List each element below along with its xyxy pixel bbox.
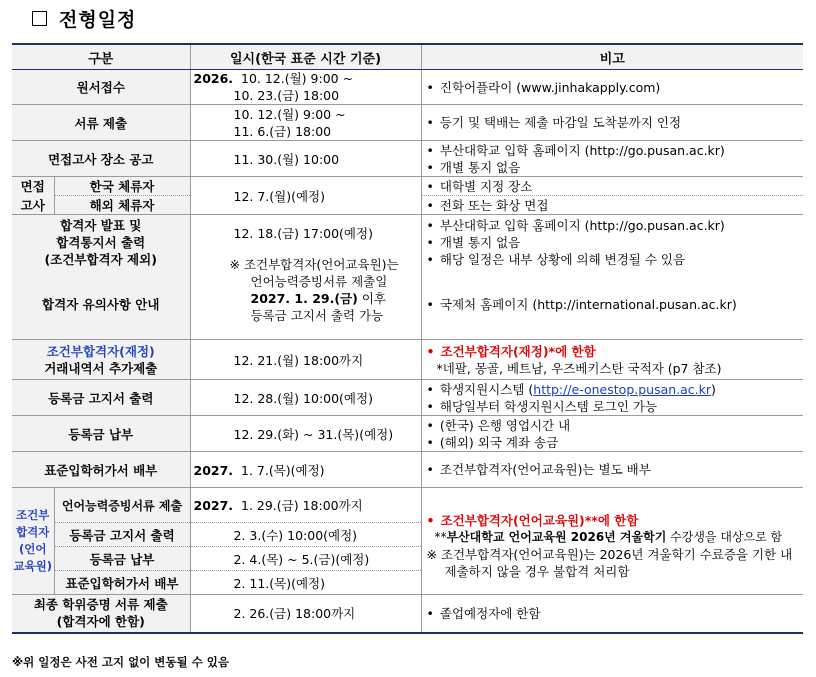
checkbox-icon — [32, 11, 47, 26]
row-note: • 부산대학교 입학 홈페이지 (http://go.pusan.ac.kr) • 개별 통지 없음 • 해당 일정은 내부 상황에 의해 변경될 수 있음 — [421, 215, 803, 270]
header-category: 구분 — [12, 44, 190, 70]
row-label: 표준입학허가서 배부 — [12, 452, 190, 488]
row-date: 11. 30.(월) 10:00 — [190, 141, 421, 177]
table-row — [12, 380, 803, 416]
row-label: 합격자 유의사항 안내 — [12, 270, 190, 340]
row-date: 2. 26.(금) 18:00까지 — [190, 595, 421, 633]
table-row — [12, 595, 803, 633]
row-note: • 진학어플라이 (www.jinhakapply.com) — [421, 70, 803, 105]
student-system-link[interactable]: http://e-onestop.pusan.ac.kr — [533, 381, 712, 397]
section-title-text: 전형일정 — [59, 8, 137, 31]
table-row — [12, 141, 803, 177]
row-date: 2. 4.(목) ~ 5.(금)(예정) — [190, 547, 421, 571]
row-note: • 조건부합격자(언어교육원)는 별도 배부 — [421, 452, 803, 488]
row-note: • 졸업예정자에 한함 — [421, 595, 803, 633]
conditional-group-label: 조건부 합격자 (언어 교육원) — [12, 488, 54, 595]
row-label: 면접고사 장소 공고 — [12, 141, 190, 177]
table-row — [12, 177, 803, 196]
interview-group-label-1: 면접 — [12, 177, 54, 196]
table-row — [12, 416, 803, 452]
row-note: • 등기 및 택배는 제출 마감일 도착분까지 인정 — [421, 105, 803, 141]
interview-group-label-2: 고사 — [12, 196, 54, 215]
row-label: 원서접수 — [12, 70, 190, 105]
table-row — [12, 70, 803, 105]
row-label: 등록금 납부 — [54, 547, 190, 571]
section-title — [32, 4, 136, 32]
row-label: 표준입학허가서 배부 — [54, 571, 190, 595]
row-date: 12. 29.(화) ~ 31.(목)(예정) — [190, 416, 421, 452]
table-row — [12, 488, 803, 523]
row-note: • 학생지원시스템 (http://e-onestop.pusan.ac.kr) • 해당일부터 학생지원시스템 로그인 가능 — [421, 380, 803, 416]
row-label: 서류 제출 — [12, 105, 190, 141]
row-note: • 조건부합격자(언어교육원)**에 한함 **부산대학교 언어교육원 2026년 겨울학기 수강생을 대상으로 함 ※ 조건부합격자(언어교육원)는 2026년 겨울학기 수료증을 기한 내 제출하지 않을 경우 불합격 처리함 — [421, 488, 803, 595]
row-date: 12. 18.(금) 17:00(예정) ※ 조건부합격자(언어교육원)는 언어능력증빙서류 제출일 2027. 1. 29.(금) 이후 등록금 고지서 출력 가능 — [190, 215, 421, 340]
row-date: 2027. 1. 29.(금) 18:00까지 — [190, 488, 421, 523]
table-row — [12, 215, 803, 270]
row-date: 12. 7.(월)(예정) — [190, 177, 421, 215]
row-label: 언어능력증빙서류 제출 — [54, 488, 190, 523]
row-note: • 전화 또는 화상 면접 — [421, 196, 803, 215]
header-remarks: 비고 — [421, 44, 803, 70]
row-date: 2. 3.(수) 10:00(예정) — [190, 523, 421, 547]
interview-domestic-label: 한국 체류자 — [54, 177, 190, 196]
row-date: 2. 11.(목)(예정) — [190, 571, 421, 595]
row-note: • 대학별 지정 장소 — [421, 177, 803, 196]
row-label: 등록금 납부 — [12, 416, 190, 452]
schedule-table — [12, 43, 803, 634]
table-row — [12, 105, 803, 141]
row-note: • 부산대학교 입학 홈페이지 (http://go.pusan.ac.kr) • 개별 통지 없음 — [421, 141, 803, 177]
row-date: 12. 21.(월) 18:00까지 — [190, 340, 421, 380]
row-note: • 조건부합격자(재정)*에 한함 *네팔, 몽골, 베트남, 우즈베키스탄 국적자 (p7 참조) — [421, 340, 803, 380]
row-note: • (한국) 은행 영업시간 내 • (해외) 외국 계좌 송금 — [421, 416, 803, 452]
row-label: 조건부합격자(재정) 거래내역서 추가제출 — [12, 340, 190, 380]
row-date: 2027. 1. 7.(목)(예정) — [190, 452, 421, 488]
table-row — [12, 340, 803, 380]
table-row — [12, 452, 803, 488]
interview-overseas-label: 해외 체류자 — [54, 196, 190, 215]
footnote: ※위 일정은 사전 고지 없이 변동될 수 있음 — [12, 655, 229, 669]
row-date: 12. 28.(월) 10:00(예정) — [190, 380, 421, 416]
row-label: 등록금 고지서 출력 — [54, 523, 190, 547]
row-note: • 국제처 홈페이지 (http://international.pusan.ac.kr) — [421, 270, 803, 340]
row-label: 최종 학위증명 서류 제출 (합격자에 한함) — [12, 595, 190, 633]
header-datetime: 일시(한국 표준 시간 기준) — [190, 44, 421, 70]
row-date: 2026. 10. 12.(월) 9:00 ~ 10. 23.(금) 18:00 — [190, 70, 421, 105]
row-label: 합격자 발표 및 합격통지서 출력 (조건부합격자 제외) — [12, 215, 190, 270]
row-date: 10. 12.(월) 9:00 ~ 11. 6.(금) 18:00 — [190, 105, 421, 141]
table-header-row — [12, 44, 803, 70]
row-label: 등록금 고지서 출력 — [12, 380, 190, 416]
